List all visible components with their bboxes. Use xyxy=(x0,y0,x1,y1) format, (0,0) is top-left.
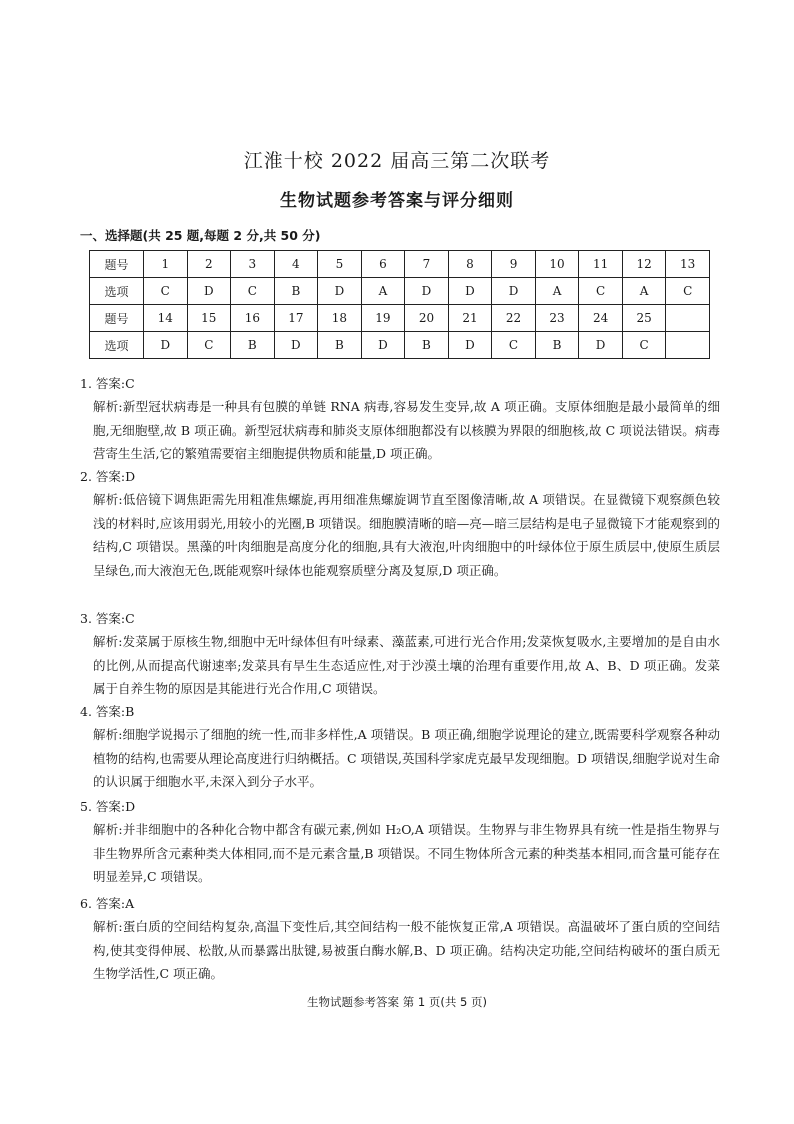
table-cell: 5 xyxy=(318,251,362,278)
table-cell: A xyxy=(622,278,666,305)
table-cell: 2 xyxy=(187,251,231,278)
page-title: 江淮十校 2022 届高三第二次联考 xyxy=(243,150,551,172)
row-label: 题号 xyxy=(90,251,144,278)
row-label: 选项 xyxy=(90,332,144,359)
answer-explanation: 解析:新型冠状病毒是一种具有包膜的单链 RNA 病毒,容易发生变异,故 A 项正确。支原体细胞是最小最简单的细胞,无细胞壁,故 B 项正确。新型冠状病毒和肺炎支原体细胞都没有以核膜为界限的细胞核,故 C 项说法错误。病毒营寄生生活,它的繁殖需要宿主细胞提供物质和能量,D 项正确。 xyxy=(93,399,720,462)
table-cell: 16 xyxy=(231,305,275,332)
answer-explanation: 解析:并非细胞中的各种化合物中都含有碳元素,例如 H₂O,A 项错误。生物界与非生物界具有统一性是指生物界与非生物界所含元素种类大体相同,而不是元素含量,B 项错误。不同生物体所含元素的种类基本相同,而含量可能存在明显差异,C 项错误。 xyxy=(93,822,720,885)
table-cell: D xyxy=(144,332,188,359)
table-cell: 6 xyxy=(361,251,405,278)
table-cell: 10 xyxy=(535,251,579,278)
section-heading: 一、选择题(共 25 题,每题 2 分,共 50 分) xyxy=(80,228,321,243)
table-row xyxy=(90,332,710,359)
answer-heading: 4. 答案:B xyxy=(80,704,135,719)
table-cell: B xyxy=(318,332,362,359)
answer-heading: 3. 答案:C xyxy=(80,611,135,626)
table-row xyxy=(90,251,710,278)
table-cell: 12 xyxy=(622,251,666,278)
table-cell: 15 xyxy=(187,305,231,332)
table-cell: D xyxy=(579,332,623,359)
table-cell: D xyxy=(448,332,492,359)
table-cell: 17 xyxy=(274,305,318,332)
table-cell: D xyxy=(361,332,405,359)
table-cell: 21 xyxy=(448,305,492,332)
table-cell: C xyxy=(492,332,536,359)
answer-explanation: 解析:细胞学说揭示了细胞的统一性,而非多样性,A 项错误。B 项正确,细胞学说理论的建立,既需要科学观察各种动植物的结构,也需要从理论高度进行归纳概括。C 项错误,英国科学家虎克最早发现细胞。D 项错误,细胞学说对生命的认识属于细胞水平,未深入到分子水平。 xyxy=(93,727,720,790)
table-cell: 3 xyxy=(231,251,275,278)
table-cell: 25 xyxy=(622,305,666,332)
table-cell: C xyxy=(622,332,666,359)
table-cell: B xyxy=(535,332,579,359)
table-cell: 11 xyxy=(579,251,623,278)
table-cell: C xyxy=(187,332,231,359)
answer-item-6 xyxy=(80,892,720,986)
answer-heading: 1. 答案:C xyxy=(80,376,135,391)
answer-item-2 xyxy=(80,465,720,582)
table-cell: C xyxy=(231,278,275,305)
page-subtitle: 生物试题参考答案与评分细则 xyxy=(280,191,514,211)
table-cell: D xyxy=(187,278,231,305)
answer-explanation: 解析:蛋白质的空间结构复杂,高温下变性后,其空间结构一般不能恢复正常,A 项错误。高温破坏了蛋白质的空间结构,使其变得伸展、松散,从而暴露出肽键,易被蛋白酶水解,B、D 项正确。结构决定功能,空间结构破坏的蛋白质无生物学活性,C 项正确。 xyxy=(93,919,720,982)
table-cell: 8 xyxy=(448,251,492,278)
row-label: 选项 xyxy=(90,278,144,305)
table-cell: B xyxy=(231,332,275,359)
table-cell: 24 xyxy=(579,305,623,332)
answer-explanation: 解析:发菜属于原核生物,细胞中无叶绿体但有叶绿素、藻蓝素,可进行光合作用;发菜恢复吸水,主要增加的是自由水的比例,从而提高代谢速率;发菜具有旱生生态适应性,对于沙漠土壤的治理有重要作用,故 A、B、D 项正确。发菜属于自养生物的原因是其能进行光合作用,C 项错误。 xyxy=(93,634,720,697)
table-cell: D xyxy=(448,278,492,305)
table-cell: D xyxy=(492,278,536,305)
table-cell: C xyxy=(144,278,188,305)
table-cell xyxy=(666,305,710,332)
table-cell: 1 xyxy=(144,251,188,278)
table-cell: D xyxy=(405,278,449,305)
answer-item-5 xyxy=(80,795,720,889)
table-cell xyxy=(666,332,710,359)
table-cell: C xyxy=(579,278,623,305)
page-footer: 生物试题参考答案 第 1 页(共 5 页) xyxy=(307,995,487,1009)
table-cell: D xyxy=(318,278,362,305)
table-cell: B xyxy=(405,332,449,359)
table-cell: 22 xyxy=(492,305,536,332)
table-cell: 14 xyxy=(144,305,188,332)
answer-item-1 xyxy=(80,372,720,466)
answer-heading: 6. 答案:A xyxy=(80,896,135,911)
table-cell: B xyxy=(274,278,318,305)
table-cell: 7 xyxy=(405,251,449,278)
table-cell: 13 xyxy=(666,251,710,278)
table-row xyxy=(90,305,710,332)
table-cell: D xyxy=(274,332,318,359)
table-cell: A xyxy=(361,278,405,305)
table-cell: A xyxy=(535,278,579,305)
answer-item-3 xyxy=(80,607,720,701)
table-cell: 23 xyxy=(535,305,579,332)
table-cell: 4 xyxy=(274,251,318,278)
answer-heading: 2. 答案:D xyxy=(80,469,136,484)
table-cell: 19 xyxy=(361,305,405,332)
answer-heading: 5. 答案:D xyxy=(80,799,136,814)
row-label: 题号 xyxy=(90,305,144,332)
table-cell: 20 xyxy=(405,305,449,332)
table-row xyxy=(90,278,710,305)
table-cell: C xyxy=(666,278,710,305)
table-cell: 18 xyxy=(318,305,362,332)
answer-table xyxy=(89,250,710,359)
table-cell: 9 xyxy=(492,251,536,278)
answer-item-4 xyxy=(80,700,720,794)
answer-explanation: 解析:低倍镜下调焦距需先用粗准焦螺旋,再用细准焦螺旋调节直至图像清晰,故 A 项错误。在显微镜下观察颜色较浅的材料时,应该用弱光,用较小的光圈,B 项错误。细胞膜清晰的暗—亮—暗三层结构是电子显微镜下才能观察到的结构,C 项错误。黑藻的叶肉细胞是高度分化的细胞,具有大液泡,叶肉细胞中的叶绿体位于原生质层中,使原生质层呈绿色,而大液泡无色,既能观察叶绿体也能观察质壁分离及复原,D 项正确。 xyxy=(93,492,720,578)
